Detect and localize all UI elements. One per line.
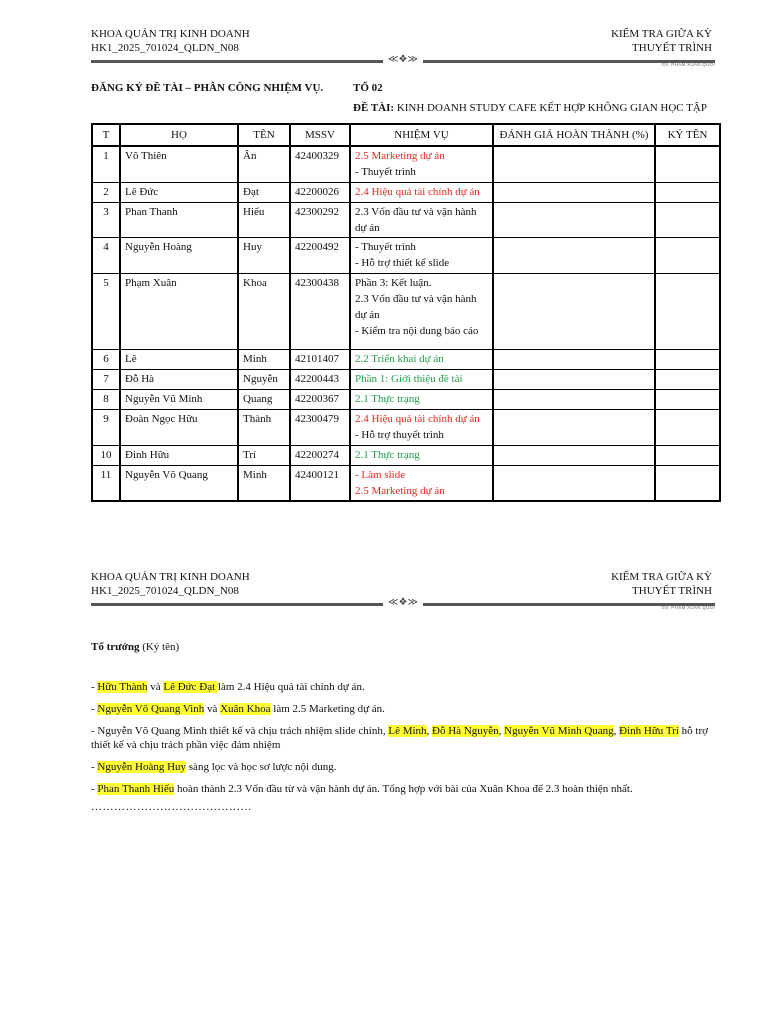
faculty-name: KHOA QUẢN TRỊ KINH DOANH — [91, 28, 250, 40]
note-text: và — [204, 703, 221, 715]
table-row — [92, 409, 720, 445]
row-signature[interactable] — [655, 389, 720, 409]
col-header-index: T — [92, 124, 120, 146]
table-row — [92, 445, 720, 465]
row-index: 4 — [92, 237, 120, 273]
note-item — [91, 702, 717, 716]
group-leader-note: (Ký tên) — [142, 641, 180, 653]
row-completion[interactable] — [493, 369, 655, 389]
row-surname: Lê Đức — [120, 182, 238, 202]
row-completion[interactable] — [493, 465, 655, 501]
note-item — [91, 782, 717, 796]
row-name: Trí — [238, 445, 290, 465]
task-item: 2.3 Vốn đầu tư và vận hành dự án — [355, 292, 477, 321]
note-text: sàng lọc và học sơ lược nội dung. — [186, 761, 337, 773]
highlighted-name: Đinh Hữu Trí — [619, 725, 679, 737]
header-left — [91, 27, 250, 55]
group-leader-line — [91, 640, 179, 654]
topic-label: ĐỀ TÀI: — [353, 102, 395, 114]
note-text: làm 2.5 Marketing dự án. — [270, 703, 385, 715]
highlighted-name: Lê Đức Đạt — [163, 681, 218, 693]
highlighted-name: Nguyễn Vũ Minh Quang — [504, 725, 614, 737]
note-text: - — [91, 783, 98, 795]
row-name: Thành — [238, 409, 290, 445]
row-completion[interactable] — [493, 237, 655, 273]
task-item: 2.2 Triển khai dự án — [355, 352, 444, 365]
row-tasks — [350, 369, 493, 389]
row-name: Đạt — [238, 182, 290, 202]
row-student-id: 42300479 — [290, 409, 350, 445]
exam-format: THUYẾT TRÌNH — [632, 42, 712, 54]
row-student-id: 42200367 — [290, 389, 350, 409]
row-name: Minh — [238, 465, 290, 501]
table-row — [92, 465, 720, 501]
table-row — [92, 349, 720, 369]
row-index: 7 — [92, 369, 120, 389]
document-title: ĐĂNG KÝ ĐỀ TÀI – PHÂN CÔNG NHIỆM VỤ. — [91, 82, 324, 94]
task-item: 2.5 Marketing dự án — [355, 484, 445, 497]
row-surname: Nguyễn Vũ Minh — [120, 389, 238, 409]
highlighted-name: Đỗ Hà Nguyễn — [432, 725, 499, 737]
row-surname: Đoàn Ngọc Hữu — [120, 409, 238, 445]
note-item — [91, 680, 717, 694]
row-index: 2 — [92, 182, 120, 202]
row-student-id: 42200026 — [290, 182, 350, 202]
row-signature[interactable] — [655, 146, 720, 182]
table-row — [92, 237, 720, 273]
highlighted-name: Nguyễn Võ Quang Vinh — [97, 703, 205, 715]
note-text: - — [91, 681, 98, 693]
task-item: Phần 3: Kết luận. — [355, 276, 432, 289]
row-completion[interactable] — [493, 409, 655, 445]
note-text: , — [498, 725, 505, 737]
row-tasks — [350, 273, 493, 349]
task-item: - Hỗ trợ thiết kế slide — [355, 256, 450, 269]
header-divider-2 — [91, 597, 715, 610]
topic-line — [353, 101, 707, 115]
row-name: Hiếu — [238, 202, 290, 237]
table-header-row — [92, 124, 720, 146]
row-student-id: 42101407 — [290, 349, 350, 369]
row-surname: Lê — [120, 349, 238, 369]
row-completion[interactable] — [493, 389, 655, 409]
row-tasks — [350, 465, 493, 501]
task-item: 2.4 Hiệu quả tài chính dự án — [355, 412, 480, 425]
row-signature[interactable] — [655, 369, 720, 389]
col-header-name: TÊN — [238, 124, 290, 146]
header-left — [91, 570, 250, 598]
col-header-student-id: MSSV — [290, 124, 350, 146]
lecturer-signature: GV. PHẠM XUÂN QUỐI — [661, 605, 715, 610]
dotted-line: …………………………………… — [91, 801, 252, 813]
row-index: 1 — [92, 146, 120, 182]
task-item: - Thuyết trình — [355, 240, 416, 253]
col-header-surname: HỌ — [120, 124, 238, 146]
row-student-id: 42300292 — [290, 202, 350, 237]
row-signature[interactable] — [655, 273, 720, 349]
row-completion[interactable] — [493, 202, 655, 237]
highlighted-name: Xuân Khoa — [220, 703, 271, 715]
note-text: làm 2.4 Hiệu quả tài chính dự án. — [217, 681, 365, 693]
row-name: Huy — [238, 237, 290, 273]
task-item: - Kiểm tra nội dung báo cáo — [355, 324, 479, 337]
row-completion[interactable] — [493, 146, 655, 182]
assignment-table — [91, 123, 721, 502]
table-row — [92, 369, 720, 389]
row-student-id: 42200492 — [290, 237, 350, 273]
highlighted-name: Lê Minh — [388, 725, 427, 737]
exam-type: KIỂM TRA GIỮA KỲ — [611, 571, 712, 583]
task-notes — [91, 680, 717, 804]
task-item: Phần 1: Giới thiệu đề tài — [355, 372, 463, 385]
col-header-completion: ĐÁNH GIÁ HOÀN THÀNH (%) — [493, 124, 655, 146]
row-surname: Đỗ Hà — [120, 369, 238, 389]
lecturer-signature: GV. PHẠM XUÂN QUỐI — [661, 62, 715, 67]
row-index: 8 — [92, 389, 120, 409]
highlighted-name: Hữu Thành — [97, 681, 148, 693]
task-item: 2.3 Vốn đầu tư và vận hành dự án — [355, 205, 477, 234]
task-item: - Làm slide — [355, 468, 406, 481]
row-surname: Đinh Hữu — [120, 445, 238, 465]
row-signature[interactable] — [655, 349, 720, 369]
faculty-name: KHOA QUẢN TRỊ KINH DOANH — [91, 571, 250, 583]
row-name: Khoa — [238, 273, 290, 349]
note-text: , — [426, 725, 433, 737]
row-signature[interactable] — [655, 445, 720, 465]
row-name: Ân — [238, 146, 290, 182]
row-tasks — [350, 409, 493, 445]
row-surname: Nguyễn Võ Quang — [120, 465, 238, 501]
note-text: hoàn thành 2.3 Vốn đầu từ và vận hành dự án. Tổng hợp với bài của Xuân Khoa để 2.3 hoàn thiện nhất. — [174, 783, 633, 795]
row-name: Nguyễn — [238, 369, 290, 389]
row-tasks — [350, 349, 493, 369]
task-item: 2.4 Hiệu quả tài chính dự án — [355, 185, 480, 198]
note-item — [91, 724, 717, 752]
highlighted-name: Nguyễn Hoàng Huy — [97, 761, 187, 773]
row-index: 5 — [92, 273, 120, 349]
row-tasks — [350, 389, 493, 409]
row-surname: Phan Thanh — [120, 202, 238, 237]
header-right — [611, 27, 712, 55]
row-signature[interactable] — [655, 182, 720, 202]
row-student-id: 42300438 — [290, 273, 350, 349]
task-item: - Thuyết trình — [355, 166, 416, 178]
note-text: , — [613, 725, 620, 737]
group-leader-label: Tổ trưởng — [91, 641, 140, 653]
row-index: 11 — [92, 465, 120, 501]
row-tasks — [350, 202, 493, 237]
group-number: TỔ 02 — [353, 82, 383, 94]
highlighted-name: Phan Thanh Hiếu — [97, 783, 175, 795]
row-student-id: 42200443 — [290, 369, 350, 389]
exam-type: KIỂM TRA GIỮA KỲ — [611, 28, 712, 40]
note-text: - Nguyễn Võ Quang Minh thiết kế và chịu trách nhiệm slide chính, — [91, 725, 389, 737]
table-row — [92, 182, 720, 202]
row-index: 3 — [92, 202, 120, 237]
note-text: hỗ trợ thiết kế và chịu trách phần việc đảm nhiệm — [91, 725, 708, 751]
row-tasks — [350, 182, 493, 202]
row-index: 10 — [92, 445, 120, 465]
row-completion[interactable] — [493, 273, 655, 349]
topic-value: KINH DOANH STUDY CAFE KẾT HỢP KHÔNG GIAN HỌC TẬP — [396, 102, 707, 114]
header-divider-1 — [91, 54, 715, 67]
note-text: - — [91, 761, 98, 773]
col-header-signature: KÝ TÊN — [655, 124, 720, 146]
row-student-id: 42200274 — [290, 445, 350, 465]
row-signature[interactable] — [655, 465, 720, 501]
note-text: và — [147, 681, 164, 693]
divider-ornament-icon: ≪❖≫ — [388, 54, 418, 65]
row-name: Quang — [238, 389, 290, 409]
note-text: - — [91, 703, 98, 715]
col-header-task: NHIỆM VỤ — [350, 124, 493, 146]
divider-ornament-icon: ≪❖≫ — [388, 597, 418, 608]
note-item — [91, 760, 717, 774]
task-item: 2.1 Thực trạng — [355, 392, 420, 405]
row-index: 9 — [92, 409, 120, 445]
row-tasks — [350, 146, 493, 182]
exam-format: THUYẾT TRÌNH — [632, 585, 712, 597]
table-row — [92, 273, 720, 349]
table-row — [92, 146, 720, 182]
table-row — [92, 389, 720, 409]
task-item: - Hỗ trợ thuyết trình — [355, 428, 444, 441]
row-name: Minh — [238, 349, 290, 369]
row-index: 6 — [92, 349, 120, 369]
row-signature[interactable] — [655, 409, 720, 445]
row-student-id: 42400121 — [290, 465, 350, 501]
row-signature[interactable] — [655, 202, 720, 237]
row-surname: Võ Thiên — [120, 146, 238, 182]
row-tasks — [350, 445, 493, 465]
row-signature[interactable] — [655, 237, 720, 273]
row-completion[interactable] — [493, 349, 655, 369]
divider-line — [91, 60, 383, 63]
divider-line — [91, 603, 383, 606]
task-item: 2.1 Thực trạng — [355, 448, 420, 461]
row-surname: Nguyễn Hoàng — [120, 237, 238, 273]
row-completion[interactable] — [493, 445, 655, 465]
row-surname: Phạm Xuân — [120, 273, 238, 349]
course-code: HK1_2025_701024_QLDN_N08 — [91, 42, 239, 54]
row-tasks — [350, 237, 493, 273]
task-item: 2.5 Marketing dự án — [355, 150, 445, 162]
row-student-id: 42400329 — [290, 146, 350, 182]
row-completion[interactable] — [493, 182, 655, 202]
table-row — [92, 202, 720, 237]
course-code: HK1_2025_701024_QLDN_N08 — [91, 585, 239, 597]
header-right — [611, 570, 712, 598]
